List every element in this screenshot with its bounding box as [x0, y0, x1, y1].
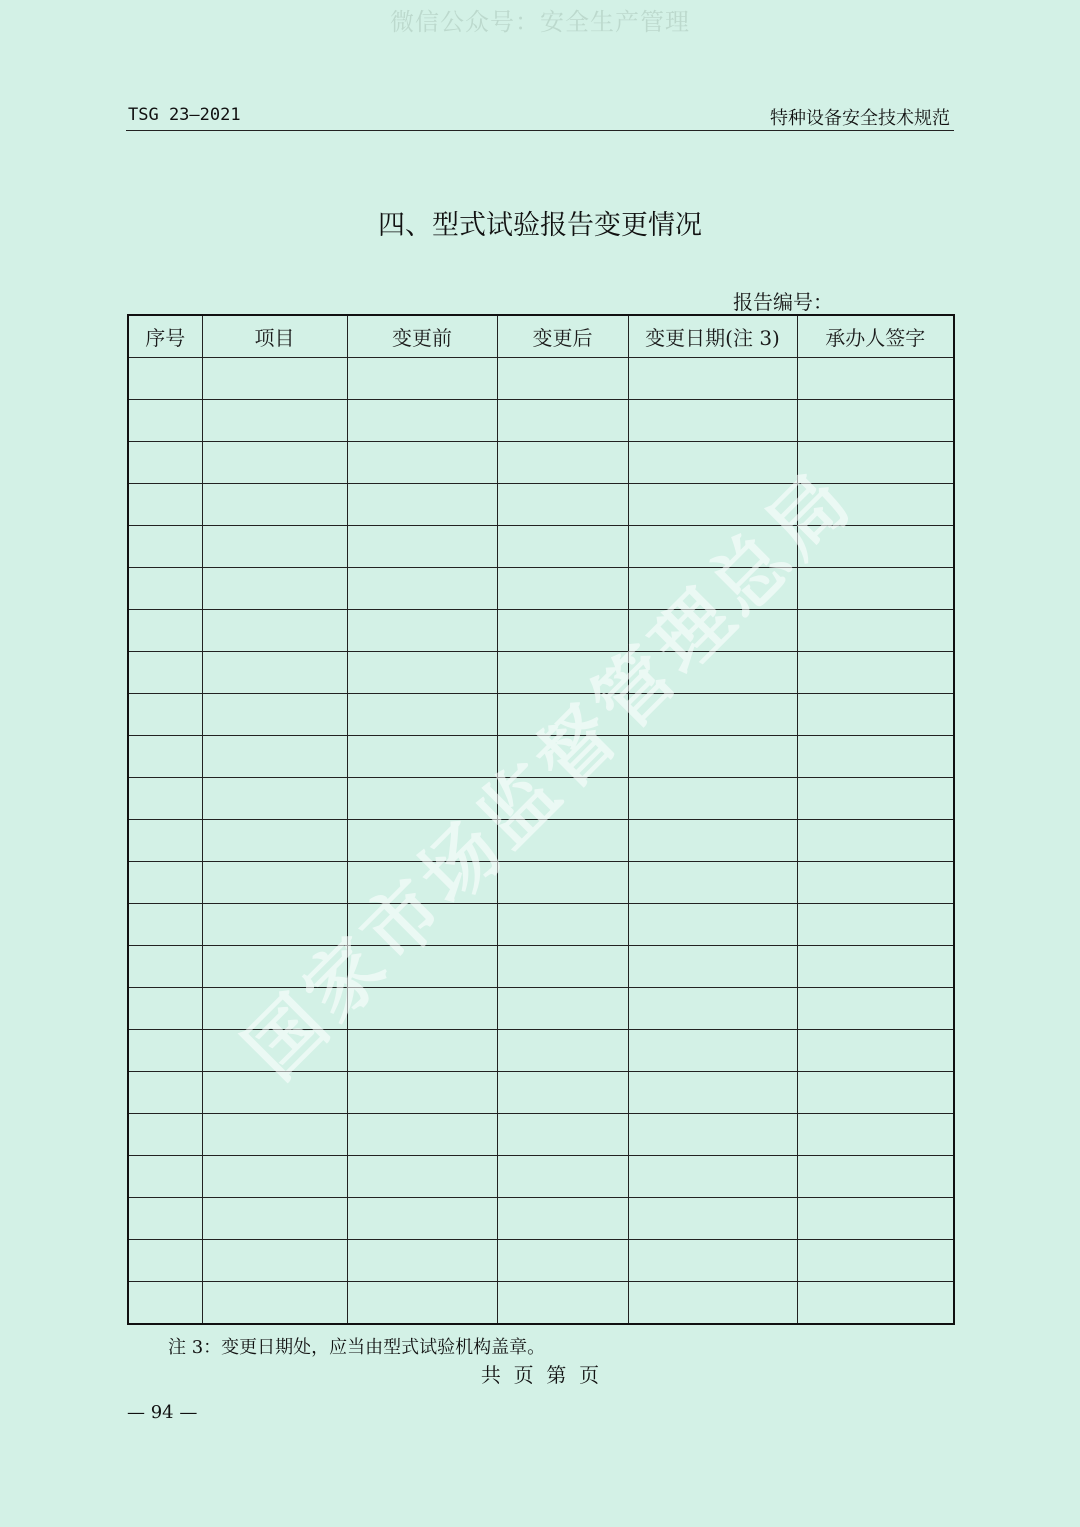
table-cell — [347, 1114, 497, 1156]
table-cell — [128, 400, 202, 442]
table-cell — [628, 694, 797, 736]
table-cell — [347, 400, 497, 442]
table-cell — [128, 358, 202, 400]
table-cell — [128, 1030, 202, 1072]
table-cell — [497, 820, 628, 862]
table-cell — [202, 1198, 347, 1240]
table-cell — [347, 1030, 497, 1072]
table-cell — [202, 736, 347, 778]
table-cell — [497, 610, 628, 652]
table-row — [128, 988, 954, 1030]
table-row — [128, 820, 954, 862]
table-cell — [797, 526, 954, 568]
table-cell — [347, 778, 497, 820]
table-cell — [202, 778, 347, 820]
table-row — [128, 1114, 954, 1156]
table-cell — [202, 610, 347, 652]
table-cell — [128, 694, 202, 736]
table-cell — [797, 652, 954, 694]
table-cell — [497, 526, 628, 568]
table-cell — [128, 988, 202, 1030]
table-cell — [497, 778, 628, 820]
table-cell — [347, 820, 497, 862]
table-cell — [202, 358, 347, 400]
table-cell — [497, 442, 628, 484]
table-cell — [497, 1240, 628, 1282]
table-cell — [797, 400, 954, 442]
table-cell — [202, 568, 347, 610]
table-cell — [202, 694, 347, 736]
column-header-item: 项目 — [202, 315, 347, 358]
table-cell — [202, 1030, 347, 1072]
table-cell — [497, 1072, 628, 1114]
table-cell — [347, 526, 497, 568]
table-cell — [128, 1156, 202, 1198]
table-cell — [797, 988, 954, 1030]
table-cell — [628, 1030, 797, 1072]
table-cell — [347, 694, 497, 736]
table-row — [128, 652, 954, 694]
table-row — [128, 736, 954, 778]
column-header-before: 变更前 — [347, 315, 497, 358]
table-cell — [797, 568, 954, 610]
table-cell — [628, 736, 797, 778]
table-cell — [347, 946, 497, 988]
table-cell — [128, 1114, 202, 1156]
table-cell — [202, 1282, 347, 1325]
table-cell — [797, 862, 954, 904]
table-cell — [347, 988, 497, 1030]
table-cell — [497, 358, 628, 400]
table-cell — [128, 652, 202, 694]
table-cell — [347, 484, 497, 526]
table-cell — [497, 736, 628, 778]
standard-category: 特种设备安全技术规范 — [770, 108, 950, 129]
table-cell — [347, 652, 497, 694]
table-cell — [497, 400, 628, 442]
table-cell — [497, 988, 628, 1030]
table-cell — [347, 358, 497, 400]
table-cell — [628, 1198, 797, 1240]
table-row — [128, 358, 954, 400]
table-cell — [628, 358, 797, 400]
table-cell — [797, 1240, 954, 1282]
table-cell — [497, 904, 628, 946]
table-body — [128, 358, 954, 1325]
table-cell — [628, 988, 797, 1030]
table-row — [128, 1072, 954, 1114]
table-cell — [797, 904, 954, 946]
table-cell — [202, 484, 347, 526]
table-cell — [628, 904, 797, 946]
column-header-signature: 承办人签字 — [797, 315, 954, 358]
table-cell — [628, 568, 797, 610]
table-cell — [628, 778, 797, 820]
page-count: 共 页 第 页 — [480, 1363, 600, 1387]
table-cell — [797, 1282, 954, 1325]
table-cell — [347, 1240, 497, 1282]
table-cell — [797, 820, 954, 862]
table-cell — [202, 442, 347, 484]
table-cell — [497, 694, 628, 736]
table-cell — [797, 946, 954, 988]
table-cell — [497, 946, 628, 988]
table-header-row — [128, 315, 954, 358]
table-cell — [497, 1156, 628, 1198]
table-row — [128, 1240, 954, 1282]
table-cell — [128, 778, 202, 820]
table-row — [128, 904, 954, 946]
table-cell — [628, 442, 797, 484]
table-cell — [202, 820, 347, 862]
table-cell — [347, 568, 497, 610]
table-cell — [628, 400, 797, 442]
table-cell — [202, 400, 347, 442]
table-cell — [497, 1282, 628, 1325]
report-number-label: 报告编号： — [733, 290, 833, 314]
top-watermark: 微信公众号：安全生产管理 — [390, 8, 690, 36]
table-row — [128, 1282, 954, 1325]
table-cell — [797, 694, 954, 736]
table-cell — [628, 652, 797, 694]
section-title: 四、型式试验报告变更情况 — [378, 210, 702, 241]
table-cell — [347, 1282, 497, 1325]
table-cell — [128, 904, 202, 946]
table-cell — [797, 736, 954, 778]
table-cell — [797, 1198, 954, 1240]
standard-code: TSG 23—2021 — [128, 105, 241, 125]
table-row — [128, 526, 954, 568]
table-cell — [797, 358, 954, 400]
table-cell — [347, 442, 497, 484]
table-cell — [628, 526, 797, 568]
page-number: — 94 — — [127, 1402, 198, 1423]
table-cell — [347, 904, 497, 946]
table-cell — [202, 1072, 347, 1114]
table-cell — [347, 736, 497, 778]
table-cell — [628, 484, 797, 526]
table-cell — [797, 442, 954, 484]
table-cell — [128, 736, 202, 778]
table-cell — [347, 1072, 497, 1114]
table-cell — [202, 1240, 347, 1282]
table-cell — [497, 652, 628, 694]
table-cell — [497, 1030, 628, 1072]
page-header — [126, 100, 954, 131]
table-cell — [128, 484, 202, 526]
table-cell — [128, 862, 202, 904]
table-row — [128, 694, 954, 736]
table-cell — [628, 1240, 797, 1282]
table-cell — [128, 820, 202, 862]
table-cell — [128, 442, 202, 484]
table-cell — [628, 862, 797, 904]
table-row — [128, 862, 954, 904]
column-header-serial: 序号 — [128, 315, 202, 358]
diagonal-watermark: 国家市场监督管理总局 — [227, 452, 871, 1096]
table-cell — [202, 1114, 347, 1156]
table-cell — [128, 610, 202, 652]
table-cell — [497, 862, 628, 904]
table-cell — [797, 1030, 954, 1072]
table-cell — [497, 484, 628, 526]
table-cell — [797, 1114, 954, 1156]
table-cell — [128, 568, 202, 610]
table-cell — [128, 1072, 202, 1114]
table-cell — [202, 988, 347, 1030]
table-row — [128, 1156, 954, 1198]
table-cell — [797, 778, 954, 820]
table-row — [128, 484, 954, 526]
table-cell — [797, 484, 954, 526]
table-cell — [128, 1282, 202, 1325]
table-cell — [347, 610, 497, 652]
table-cell — [202, 904, 347, 946]
table-cell — [797, 1072, 954, 1114]
change-record-table — [127, 314, 955, 1325]
table-row — [128, 610, 954, 652]
table-cell — [347, 862, 497, 904]
table-cell — [202, 1156, 347, 1198]
table-row — [128, 568, 954, 610]
column-header-change-date: 变更日期(注 3) — [628, 315, 797, 358]
table-cell — [797, 610, 954, 652]
table-cell — [128, 1198, 202, 1240]
table-row — [128, 400, 954, 442]
table-cell — [497, 1114, 628, 1156]
table-cell — [202, 652, 347, 694]
table-cell — [628, 1072, 797, 1114]
table-row — [128, 946, 954, 988]
table-row — [128, 778, 954, 820]
table-cell — [797, 1156, 954, 1198]
table-cell — [628, 1114, 797, 1156]
table-row — [128, 1030, 954, 1072]
footnote: 注 3：变更日期处，应当由型式试验机构盖章。 — [168, 1337, 546, 1358]
column-header-after: 变更后 — [497, 315, 628, 358]
table-cell — [347, 1198, 497, 1240]
table-cell — [497, 1198, 628, 1240]
table-cell — [347, 1156, 497, 1198]
table-cell — [202, 526, 347, 568]
table-cell — [128, 1240, 202, 1282]
table-cell — [628, 610, 797, 652]
table-cell — [628, 1156, 797, 1198]
table-cell — [128, 526, 202, 568]
table-cell — [128, 946, 202, 988]
table-cell — [497, 568, 628, 610]
table-cell — [628, 946, 797, 988]
table-cell — [628, 820, 797, 862]
table-cell — [628, 1282, 797, 1325]
table-cell — [202, 946, 347, 988]
table-row — [128, 442, 954, 484]
table-cell — [202, 862, 347, 904]
table-row — [128, 1198, 954, 1240]
